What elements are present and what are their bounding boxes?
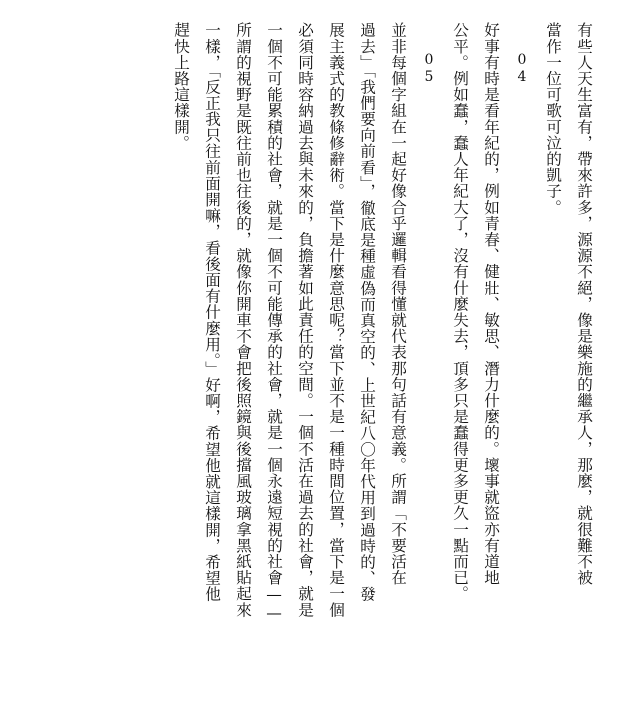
paragraph-line: 有些人天生富有，帶來許多，源源不絕，像是樂施的繼承人，那麼，就很難不被 xyxy=(575,22,593,586)
paragraph-line: 並非每個字組在一起好像合乎邏輯看得懂就代表那句話有意義。所謂「不要活在 xyxy=(389,22,407,586)
paragraph-line: 公平。例如蠢，蠢人年紀大了，沒有什麼失去，頂多只是蠢得更多更久一點而已。 xyxy=(451,22,469,602)
paragraph-line: 一樣，「反正我只往前面開嘛，看後面有什麼用。」好啊，希望他就這樣開，希望他 xyxy=(203,22,221,603)
section-number: 05 xyxy=(421,52,437,86)
paragraph-line: 所謂的視野是既往前也往後的，就像你開車不會把後照鏡與後擋風玻璃拿黑紙貼起來 xyxy=(234,22,252,618)
paragraph-line: 過去」「我們要向前看」，徹底是種虛偽而真空的、上世紀八〇年代用到過時的、發 xyxy=(358,22,376,603)
paragraph-line: 當作一位可歌可泣的凱子。 xyxy=(544,22,562,216)
section-number: 04 xyxy=(514,52,530,86)
paragraph-line: 展主義式的教條修辭術。當下是什麼意思呢？當下並不是一種時間位置，當下是一個 xyxy=(327,22,345,618)
paragraph-line: 必須同時容納過去與未來的，負擔著如此責任的空間。一個不活在過去的社會，就是 xyxy=(296,22,314,618)
paragraph-line: 一個不可能累積的社會，就是一個不可能傳承的社會，就是一個永遠短視的社會—— xyxy=(265,22,283,623)
paragraph-line: 好事有時是看年紀的，例如青春、健壯、敏思、潛力什麼的。壞事就盜亦有道地 xyxy=(482,22,500,586)
paragraph-line: 趕快上路這樣開。 xyxy=(172,22,190,151)
